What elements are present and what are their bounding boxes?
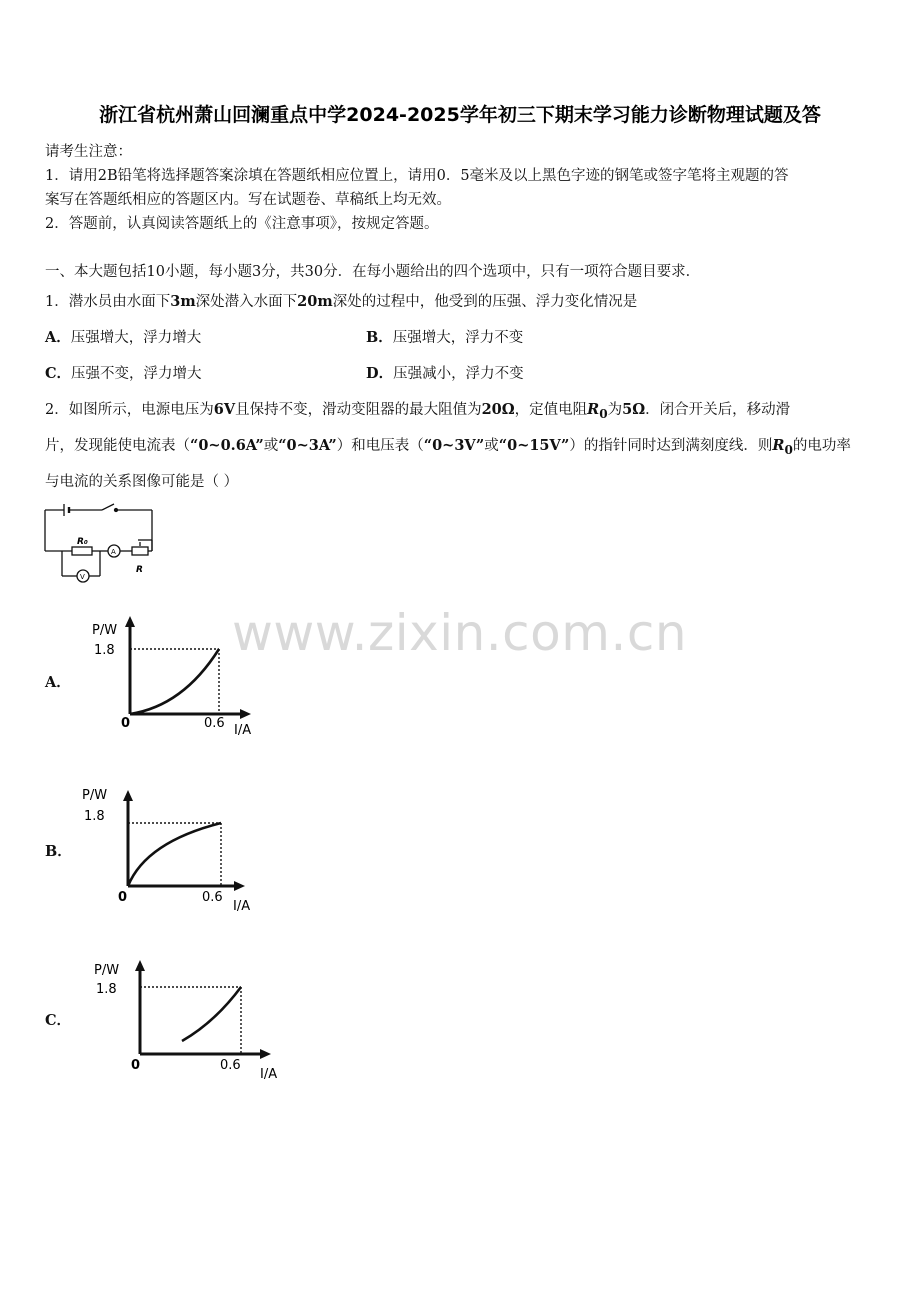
x-axis-label: I/A bbox=[233, 899, 251, 914]
option-letter: A． bbox=[45, 329, 71, 346]
q1-text: 深处潜入水面下 bbox=[195, 294, 298, 310]
option-text: 压强增大，浮力增大 bbox=[70, 330, 202, 346]
watermark: www.zixin.com.cn bbox=[232, 604, 688, 662]
y-axis-arrow bbox=[123, 790, 133, 801]
x-axis-arrow bbox=[234, 881, 245, 891]
q1-option-b[interactable] bbox=[366, 326, 523, 347]
graph-option-c-label[interactable]: C． bbox=[45, 1012, 72, 1029]
q2-text: 或 bbox=[263, 438, 279, 454]
option-text: 压强不变，浮力增大 bbox=[71, 366, 202, 382]
notice-heading: 请考生注意： bbox=[45, 144, 132, 160]
r0-resistor bbox=[72, 547, 92, 555]
q1-text: 深处的过程中，他受到的压强、浮力变化情况是 bbox=[332, 294, 638, 310]
switch-lever bbox=[102, 504, 114, 510]
question-2-line-2 bbox=[45, 434, 851, 457]
notice-item-1-line-2: 案写在答题纸相应的答题区内。写在试题卷、草稿纸上均无效。 bbox=[45, 192, 451, 208]
x-max-label: 0.6 bbox=[220, 1058, 241, 1073]
graph-option-c bbox=[90, 952, 290, 1082]
origin-label: 0 bbox=[121, 716, 131, 731]
q2-text: ）的指针同时达到满刻度线．则 bbox=[569, 438, 773, 454]
section-1-heading: 一、本大题包括10小题，每小题3分，共30分．在每小题给出的四个选项中，只有一项符合题目要求． bbox=[45, 264, 701, 280]
r0-subscript: 0 bbox=[599, 406, 608, 421]
q2-text: 2．如图所示，电源电压为 bbox=[45, 402, 214, 418]
voltmeter-label: V bbox=[80, 573, 85, 581]
x-axis-label: I/A bbox=[234, 723, 252, 738]
q2-fixed-resistance: 5Ω bbox=[622, 401, 646, 418]
q2-text: 片，发现能使电流表（ bbox=[45, 438, 190, 454]
r0-symbol: R bbox=[772, 437, 785, 454]
y-max-label: 1.8 bbox=[84, 809, 105, 824]
q2-text: 的电功率 bbox=[792, 438, 851, 454]
q2-text: ）和电压表（ bbox=[336, 438, 424, 454]
q2-max-resistance: 20Ω bbox=[481, 401, 515, 418]
r-label: R bbox=[136, 565, 143, 575]
y-axis-label: P/W bbox=[94, 963, 120, 978]
ammeter-label: A bbox=[111, 548, 116, 556]
q2-text: 或 bbox=[484, 438, 499, 454]
q1-option-a[interactable] bbox=[45, 326, 201, 347]
graph-option-b-label[interactable]: B． bbox=[45, 843, 72, 860]
curve bbox=[130, 649, 219, 714]
q2-text: 且保持不变，滑动变阻器的最大阻值为 bbox=[235, 402, 482, 418]
q1-option-d[interactable] bbox=[366, 362, 524, 383]
q2-voltage: 6V bbox=[213, 401, 236, 418]
r0-subscript: 0 bbox=[784, 442, 793, 457]
circuit-diagram bbox=[40, 502, 158, 588]
x-max-label: 0.6 bbox=[204, 716, 225, 731]
notice-item-2: 2．答题前，认真阅读答题纸上的《注意事项》，按规定答题。 bbox=[45, 216, 439, 232]
curve bbox=[128, 823, 221, 886]
q1-option-c[interactable] bbox=[45, 362, 202, 383]
option-letter: B． bbox=[366, 329, 393, 346]
graph-option-b bbox=[78, 780, 268, 914]
y-max-label: 1.8 bbox=[94, 643, 115, 658]
option-text: 压强增大，浮力不变 bbox=[392, 330, 524, 346]
q2-text: ，定值电阻 bbox=[514, 402, 588, 418]
option-text: 压强减小，浮力不变 bbox=[393, 366, 524, 382]
q1-text: 1．潜水员由水面下 bbox=[45, 294, 171, 310]
y-max-label: 1.8 bbox=[96, 982, 117, 997]
q2-text: ．闭合开关后，移动滑 bbox=[645, 402, 791, 418]
page-title: 浙江省杭州萧山回澜重点中学2024-2025学年初三下期末学习能力诊断物理试题及答 bbox=[99, 104, 821, 126]
origin-label: 0 bbox=[131, 1058, 141, 1073]
voltmeter-range-small: “0~3V” bbox=[423, 437, 485, 454]
option-letter: C． bbox=[45, 365, 72, 382]
ammeter-range-large: “0~3A” bbox=[278, 437, 337, 454]
voltmeter-range-large: “0~15V” bbox=[498, 437, 570, 454]
question-2-line-1 bbox=[45, 398, 790, 421]
q2-text: 为 bbox=[607, 402, 623, 418]
rheostat bbox=[132, 547, 148, 555]
graph-option-a bbox=[88, 610, 268, 740]
y-axis-label: P/W bbox=[92, 623, 118, 638]
y-axis-arrow bbox=[125, 616, 135, 627]
r0-label: R₀ bbox=[77, 537, 88, 547]
x-max-label: 0.6 bbox=[202, 890, 223, 905]
curve bbox=[182, 987, 241, 1041]
origin-label: 0 bbox=[118, 890, 128, 905]
question-1-stem bbox=[45, 290, 637, 311]
y-axis-label: P/W bbox=[82, 788, 108, 803]
r0-symbol: R bbox=[587, 401, 600, 418]
x-axis-arrow bbox=[260, 1049, 271, 1059]
q1-depth-20m: 20m bbox=[297, 293, 333, 310]
x-axis-label: I/A bbox=[260, 1067, 278, 1082]
ammeter-range-small: “0~0.6A” bbox=[190, 437, 264, 454]
y-axis-arrow bbox=[135, 960, 145, 971]
notice-item-1-line-1: 1．请用2B铅笔将选择题答案涂填在答题纸相应位置上，请用0．5毫米及以上黑色字迹的钢笔或签字笔将主观题的答 bbox=[45, 168, 789, 184]
question-2-line-3: 与电流的关系图像可能是（ ） bbox=[45, 474, 239, 490]
q1-depth-3m: 3m bbox=[170, 293, 196, 310]
x-axis-arrow bbox=[240, 709, 251, 719]
graph-option-a-label[interactable]: A． bbox=[45, 674, 71, 691]
option-letter: D． bbox=[366, 365, 394, 382]
